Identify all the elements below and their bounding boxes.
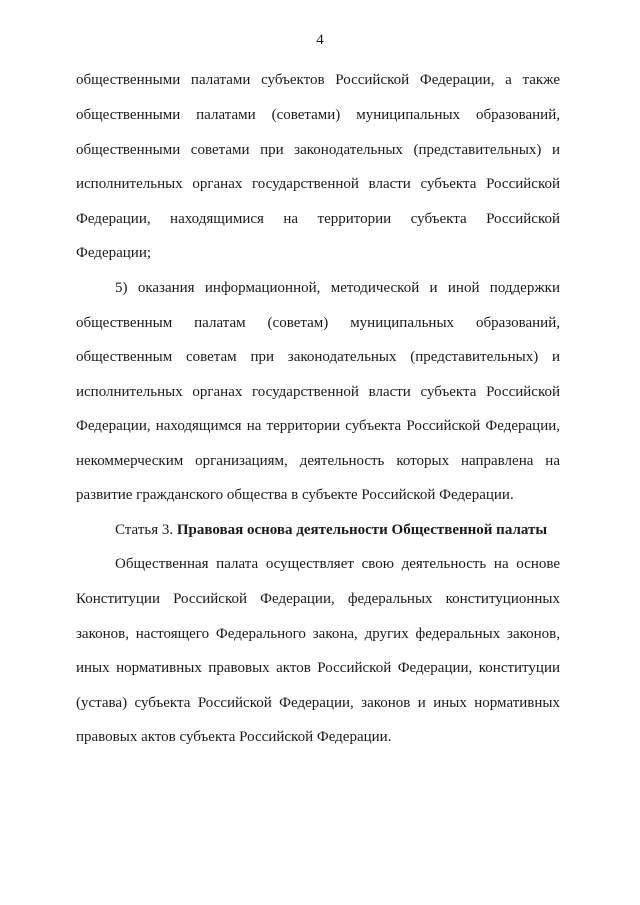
paragraph-line: (устава) субъекта Российской Федерации, законов и иных нормативных (76, 695, 560, 711)
paragraph-line: общественными палатами субъектов Российской Федерации, а также (76, 72, 560, 88)
paragraph-line: 5) оказания информационной, методической и иной поддержки (115, 280, 560, 296)
paragraph-line: общественными палатами (советами) муниципальных образований, (76, 107, 560, 123)
paragraph-line: общественными советами при законодательных (представительных) и (76, 142, 560, 158)
article-number: Статья 3. (115, 522, 177, 538)
paragraph-line: иных нормативных правовых актов Российской Федерации, конституции (76, 660, 560, 676)
paragraph-line: Федерации, находящимся на территории субъекта Российской Федерации, (76, 418, 560, 434)
paragraph-line: исполнительных органах государственной власти субъекта Российской (76, 176, 560, 192)
paragraph-line: развитие гражданского общества в субъекте Российской Федерации. (76, 487, 514, 503)
paragraph-line: Федерации, находящимися на территории субъекта Российской (76, 211, 560, 227)
paragraph-line: общественным советам при законодательных (представительных) и (76, 349, 560, 365)
paragraph-line: Общественная палата осуществляет свою деятельность на основе (115, 556, 560, 572)
paragraph-line: Конституции Российской Федерации, федеральных конституционных (76, 591, 560, 607)
paragraph-line: Федерации; (76, 245, 152, 261)
article-heading (115, 521, 547, 539)
page-number: 4 (316, 32, 324, 48)
article-title: Правовая основа деятельности Общественной палаты (176, 522, 548, 538)
paragraph-line: общественным палатам (советам) муниципальных образований, (76, 315, 560, 331)
paragraph-line: правовых актов субъекта Российской Федерации. (76, 729, 392, 745)
paragraph-line: законов, настоящего Федерального закона, других федеральных законов, (76, 626, 560, 642)
paragraph-line: исполнительных органах государственной власти субъекта Российской (76, 384, 560, 400)
paragraph-line: некоммерческим организациям, деятельность которых направлена на (76, 453, 560, 469)
